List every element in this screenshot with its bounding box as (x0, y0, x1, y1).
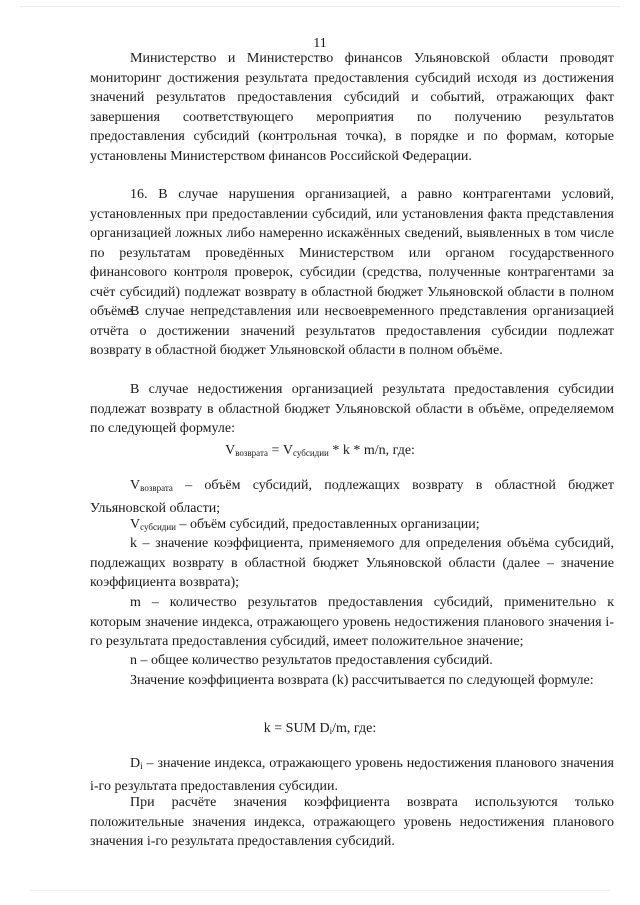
paragraph-16-violation: 16. В случае нарушения организацией, а равно контрагентами условий, установленных при предоставлении субсидий, или установления факта представления организацией ложных либо намеренно искажённых сведений, выявленных в том числе по результатам проведённых Министерством или органом государственного финансового контроля проверок, субсидии (средства, полученные контрагентами за счёт субсидий) подлежат возврату в областной бюджет Ульяновской области в полном объёме. (90, 187, 614, 319)
scan-edge-top (20, 6, 620, 7)
definition-m: m – количество результатов предоставления субсидий, применительно к которым значение индекса, отражающего уровень недостижения планового значения i-го результата предоставления субсидий, имеет положительное значение; (90, 595, 614, 649)
definition-di: $D_i$ – значение индекса, отражающего уровень недостижения планового значения i-го результата предоставления субсидии. (90, 756, 614, 794)
definition-k: k – значение коэффициента, применяемого для определения объёма субсидий, подлежащих возврату в областной бюджет Ульяновской области (далее – значение коэффициента возврата); (90, 536, 614, 590)
formula-coefficient: k = SUM $D_i/m$, где: (263, 721, 377, 736)
definition-v-return: $V_{возврата}$ – объём субсидий, подлежащих возврату в областной бюджет Ульяновской области; (90, 478, 614, 516)
paragraph-monitoring: Министерство и Министерство финансов Ульяновской области проводят мониторинг достижения результата предоставления субсидий исходя из достижения значений результатов предоставления субсидий и событий, отражающих факт завершения соответствующего мероприятия по получению результатов предоставления субсидий (контрольная точка), в порядке и по формам, которые установлены Министерством финансов Российской Федерации. (90, 51, 614, 164)
paragraph-positive-values: При расчёте значения коэффициента возврата используются только положительные значения индекса, отражающего уровень недостижения планового значения i-го результата предоставления субсидий. (90, 795, 614, 849)
definition-v-subsidy: $V_{субсидии}$ – объём субсидий, предоставленных организации; (130, 517, 480, 532)
definition-n: n – общее количество результатов предоставления субсидий. (130, 653, 493, 668)
page-number: 11 (313, 36, 327, 51)
scan-edge-bottom (30, 890, 610, 891)
paragraph-result-failure: В случае недостижения организацией результата предоставления субсидии подлежат возврату в областной бюджет Ульяновской области в объёме, определяемом по следующей формуле: (90, 382, 614, 436)
formula-return-volume: $V_{возврата} = V_{субсидии} * k * m/n$, где: (225, 443, 415, 458)
paragraph-report-failure: В случае непредставления или несвоевременного представления организацией отчёта о достижении значений результатов предоставления субсидии подлежат возврату в областной бюджет Ульяновской области в полном объёме. (90, 304, 614, 358)
k-calculation-intro: Значение коэффициента возврата (k) рассчитывается по следующей формуле: (130, 673, 594, 688)
